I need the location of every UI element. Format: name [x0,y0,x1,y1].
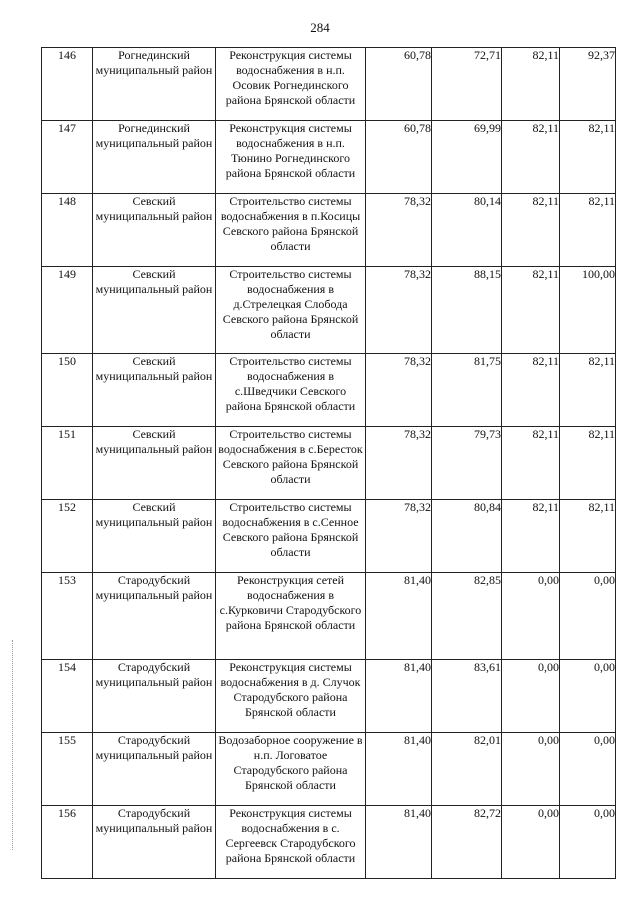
table-row [42,733,616,806]
table-body [42,48,616,879]
row-number: 156 [42,806,93,879]
table-row [42,121,616,194]
district-cell: Севский муниципальный район [93,500,216,573]
value-cell-2: 88,15 [432,267,502,354]
value-cell-4: 92,37 [560,48,616,121]
district-cell: Рогнединский муниципальный район [93,48,216,121]
district-cell: Севский муниципальный район [93,427,216,500]
value-cell-1: 81,40 [366,733,432,806]
table-row [42,806,616,879]
value-cell-3: 82,11 [502,194,560,267]
value-cell-2: 83,61 [432,660,502,733]
object-cell: Водозаборное сооружение в н.п. Логоватое Стародубского района Брянской области [216,733,366,806]
value-cell-4: 82,11 [560,194,616,267]
table-row [42,573,616,660]
object-cell: Реконструкция системы водоснабжения в н.п. Осовик Рогнединского района Брянской области [216,48,366,121]
value-cell-1: 81,40 [366,660,432,733]
table-row [42,427,616,500]
object-cell: Строительство системы водоснабжения в с.Шведчики Севского района Брянской области [216,354,366,427]
table-row [42,354,616,427]
value-cell-3: 82,11 [502,121,560,194]
value-cell-1: 60,78 [366,48,432,121]
row-number: 153 [42,573,93,660]
table-row [42,660,616,733]
value-cell-1: 78,32 [366,267,432,354]
row-number: 155 [42,733,93,806]
district-cell: Рогнединский муниципальный район [93,121,216,194]
value-cell-3: 0,00 [502,573,560,660]
value-cell-1: 60,78 [366,121,432,194]
row-number: 152 [42,500,93,573]
value-cell-2: 80,14 [432,194,502,267]
value-cell-4: 82,11 [560,427,616,500]
value-cell-2: 80,84 [432,500,502,573]
value-cell-2: 82,01 [432,733,502,806]
value-cell-4: 0,00 [560,660,616,733]
value-cell-2: 79,73 [432,427,502,500]
district-cell: Стародубский муниципальный район [93,733,216,806]
value-cell-1: 78,32 [366,354,432,427]
object-cell: Реконструкция сетей водоснабжения в с.Курковичи Стародубского района Брянской области [216,573,366,660]
district-cell: Стародубский муниципальный район [93,573,216,660]
object-cell: Строительство системы водоснабжения в с.Бересток Севского района Брянской области [216,427,366,500]
data-table [41,47,616,879]
value-cell-1: 78,32 [366,194,432,267]
value-cell-2: 82,85 [432,573,502,660]
row-number: 146 [42,48,93,121]
row-number: 149 [42,267,93,354]
value-cell-4: 82,11 [560,121,616,194]
value-cell-4: 82,11 [560,500,616,573]
object-cell: Строительство системы водоснабжения в д.Стрелецкая Слобода Севского района Брянской области [216,267,366,354]
district-cell: Севский муниципальный район [93,267,216,354]
district-cell: Севский муниципальный район [93,194,216,267]
value-cell-3: 0,00 [502,660,560,733]
district-cell: Стародубский муниципальный район [93,660,216,733]
row-number: 150 [42,354,93,427]
object-cell: Реконструкция системы водоснабжения в д. Случок Стародубского района Брянской области [216,660,366,733]
value-cell-2: 82,72 [432,806,502,879]
value-cell-1: 78,32 [366,500,432,573]
table-row [42,267,616,354]
table-row [42,194,616,267]
value-cell-3: 82,11 [502,500,560,573]
value-cell-4: 0,00 [560,573,616,660]
value-cell-2: 81,75 [432,354,502,427]
district-cell: Стародубский муниципальный район [93,806,216,879]
object-cell: Строительство системы водоснабжения в с.Сенное Севского района Брянской области [216,500,366,573]
value-cell-1: 81,40 [366,573,432,660]
district-cell: Севский муниципальный район [93,354,216,427]
row-number: 151 [42,427,93,500]
object-cell: Реконструкция системы водоснабжения в с. Сергеевск Стародубского района Брянской области [216,806,366,879]
table-row [42,500,616,573]
value-cell-4: 0,00 [560,806,616,879]
value-cell-3: 82,11 [502,48,560,121]
object-cell: Реконструкция системы водоснабжения в н.п. Тюнино Рогнединского района Брянской области [216,121,366,194]
row-number: 148 [42,194,93,267]
value-cell-3: 82,11 [502,267,560,354]
value-cell-4: 0,00 [560,733,616,806]
value-cell-3: 82,11 [502,427,560,500]
row-number: 154 [42,660,93,733]
table-row [42,48,616,121]
value-cell-2: 72,71 [432,48,502,121]
value-cell-1: 81,40 [366,806,432,879]
value-cell-2: 69,99 [432,121,502,194]
page-number: 284 [310,20,330,35]
object-cell: Строительство системы водоснабжения в п.Косицы Севского района Брянской области [216,194,366,267]
value-cell-3: 0,00 [502,733,560,806]
scan-margin-mark [12,640,15,850]
value-cell-3: 82,11 [502,354,560,427]
value-cell-4: 100,00 [560,267,616,354]
row-number: 147 [42,121,93,194]
value-cell-4: 82,11 [560,354,616,427]
value-cell-1: 78,32 [366,427,432,500]
value-cell-3: 0,00 [502,806,560,879]
